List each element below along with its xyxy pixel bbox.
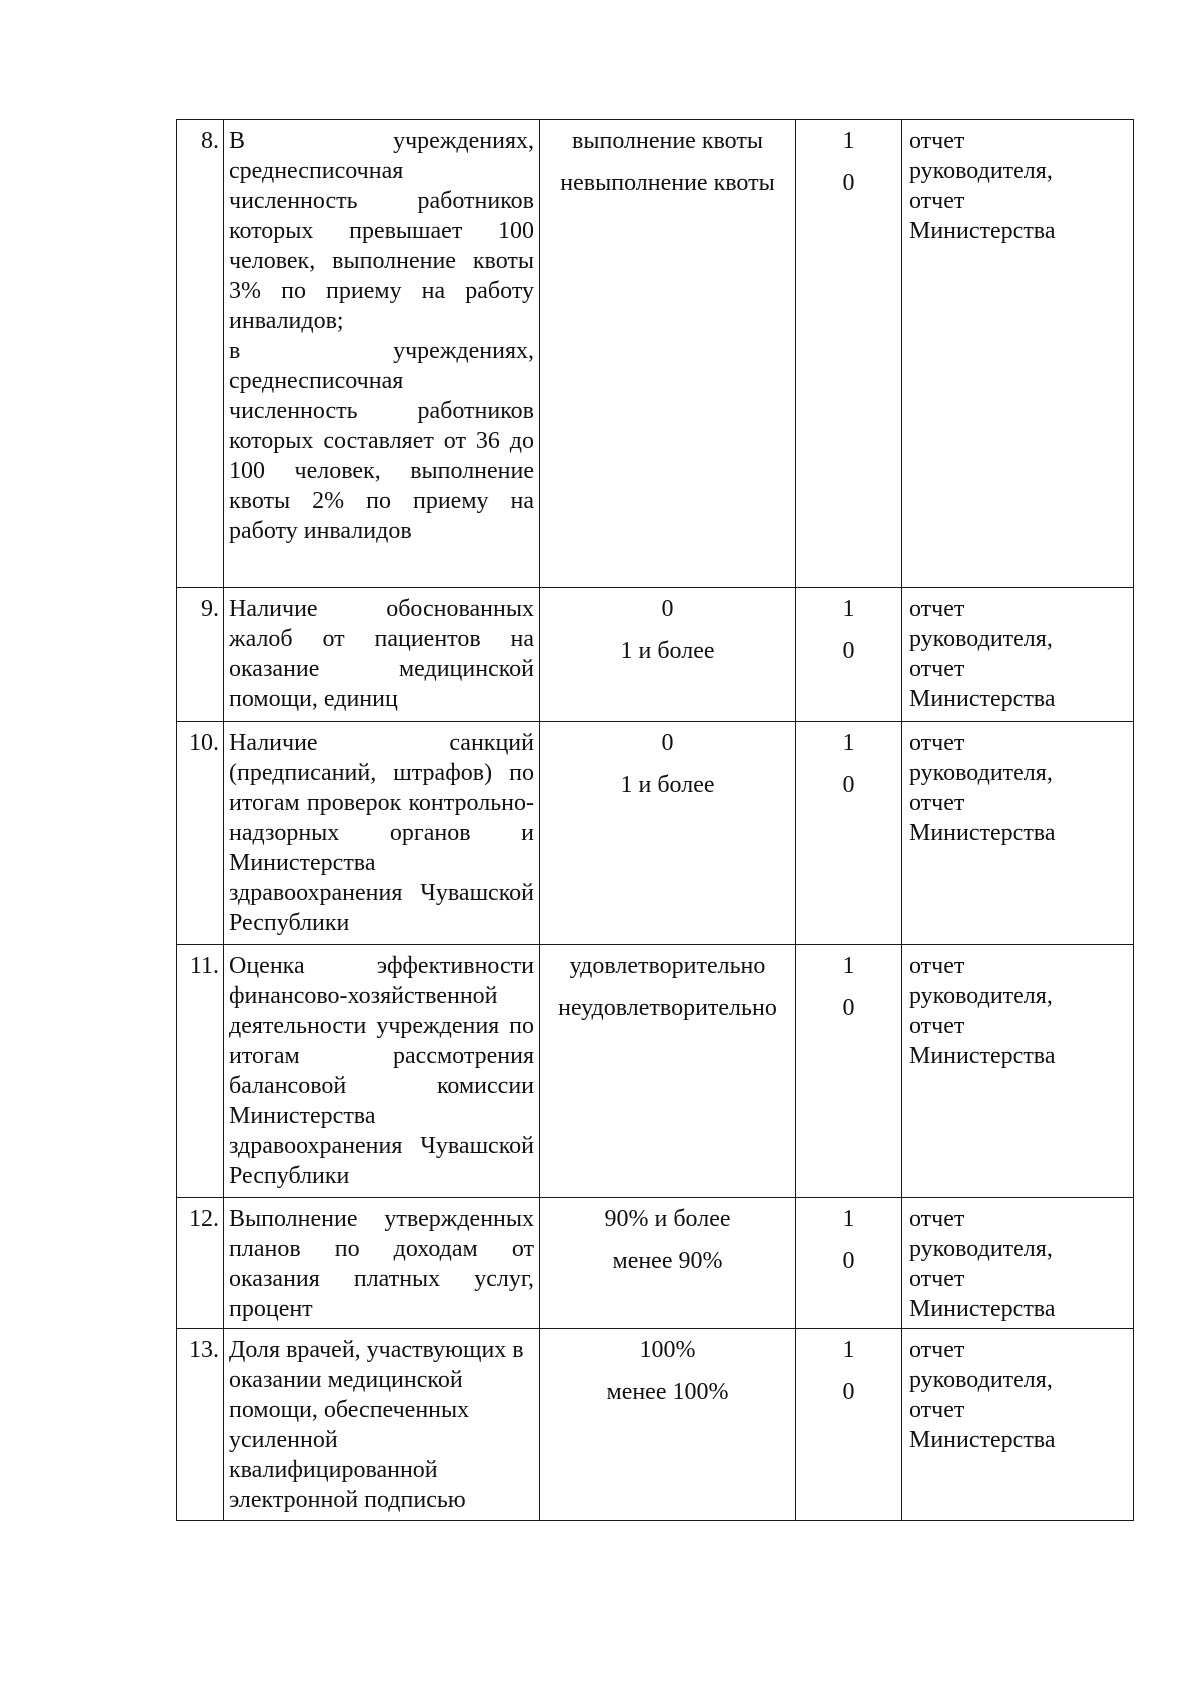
criterion-name — [224, 945, 540, 1198]
value-text: неудовлетворительно — [558, 995, 777, 1021]
source-text: Министерства — [909, 1296, 1056, 1322]
criterion-values — [540, 1198, 796, 1329]
source-text: отчет — [909, 730, 965, 756]
criterion-scores — [796, 1198, 902, 1329]
criterion-name — [224, 1329, 540, 1521]
table-row — [177, 588, 1134, 722]
score-text: 1 — [842, 128, 855, 154]
source-text: отчет — [909, 596, 965, 622]
criterion-text: Наличие обоснованных жалоб от пациентов на оказание медицинской помощи, единиц — [229, 596, 534, 712]
source-text: отчет — [909, 656, 965, 682]
source-text: отчет — [909, 1266, 965, 1292]
criterion-values — [540, 722, 796, 945]
criterion-source — [902, 588, 1134, 722]
criterion-scores — [796, 588, 902, 722]
source-text: отчет — [909, 1206, 965, 1232]
source-text: отчет — [909, 790, 965, 816]
value-text: 0 — [661, 730, 674, 756]
source-text: отчет — [909, 128, 965, 154]
table-row — [177, 722, 1134, 945]
criterion-scores — [796, 722, 902, 945]
value-text: менее 90% — [612, 1248, 723, 1274]
value-text: удовлетворительно — [569, 953, 766, 979]
table-row — [177, 1329, 1134, 1521]
source-text: Министерства — [909, 820, 1056, 846]
criterion-text: Оценка эффективности финансово-хозяйственной деятельности учреждения по итогам рассмотрения балансовой комиссии Министерства здравоохранения Чувашской Республики — [229, 953, 534, 1189]
criterion-values — [540, 120, 796, 588]
score-text: 0 — [842, 995, 855, 1021]
score-text: 0 — [842, 638, 855, 664]
source-text: руководителя, — [909, 983, 1053, 1009]
value-text: невыполнение квоты — [560, 170, 775, 196]
source-text: руководителя, — [909, 760, 1053, 786]
criterion-scores — [796, 1329, 902, 1521]
source-text: Министерства — [909, 1043, 1056, 1069]
row-number: 10. — [177, 722, 224, 945]
source-text: Министерства — [909, 218, 1056, 244]
score-text: 0 — [842, 1248, 855, 1274]
table-row — [177, 120, 1134, 588]
source-text: руководителя, — [909, 1236, 1053, 1262]
value-text: 1 и более — [620, 638, 715, 664]
value-text: менее 100% — [606, 1379, 729, 1405]
criterion-name — [224, 722, 540, 945]
row-number: 12. — [177, 1198, 224, 1329]
criterion-values — [540, 588, 796, 722]
source-text: руководителя, — [909, 1367, 1053, 1393]
value-text: 0 — [661, 596, 674, 622]
source-text: руководителя, — [909, 158, 1053, 184]
score-text: 0 — [842, 170, 855, 196]
criterion-name — [224, 1198, 540, 1329]
criterion-text: Выполнение утвержденных планов по доходам от оказания платных услуг, процент — [229, 1206, 534, 1322]
source-text: отчет — [909, 953, 965, 979]
score-text: 1 — [842, 1337, 855, 1363]
criterion-name — [224, 120, 540, 588]
score-text: 0 — [842, 772, 855, 798]
table-row — [177, 1198, 1134, 1329]
value-text: 1 и более — [620, 772, 715, 798]
score-text: 1 — [842, 953, 855, 979]
criterion-text: Доля врачей, участвующих в оказании медицинской помощи, обеспеченных усиленной квалифицированной электронной подписью — [229, 1337, 524, 1513]
table-row — [177, 945, 1134, 1198]
criterion-scores — [796, 945, 902, 1198]
score-text: 1 — [842, 596, 855, 622]
criterion-source — [902, 1329, 1134, 1521]
row-number: 11. — [177, 945, 224, 1198]
value-text: 90% и более — [604, 1206, 731, 1232]
criterion-source — [902, 1198, 1134, 1329]
criterion-source — [902, 722, 1134, 945]
criterion-source — [902, 120, 1134, 588]
criterion-values — [540, 1329, 796, 1521]
criterion-text: в учреждениях, среднесписочная численность работников которых составляет от 36 до 100 человек, выполнение квоты 2% по приему на работу инвалидов — [229, 338, 534, 544]
row-number: 9. — [177, 588, 224, 722]
source-text: отчет — [909, 1013, 965, 1039]
value-text: выполнение квоты — [572, 128, 763, 154]
source-text: руководителя, — [909, 626, 1053, 652]
score-text: 1 — [842, 1206, 855, 1232]
source-text: Министерства — [909, 1427, 1056, 1453]
criterion-values — [540, 945, 796, 1198]
source-text: Министерства — [909, 686, 1056, 712]
criterion-source — [902, 945, 1134, 1198]
source-text: отчет — [909, 1337, 965, 1363]
score-text: 0 — [842, 1379, 855, 1405]
row-number: 8. — [177, 120, 224, 588]
criterion-text: В учреждениях, среднесписочная численность работников которых превышает 100 человек, выполнение квоты 3% по приему на работу инвалидов; — [229, 128, 534, 334]
criteria-table — [176, 119, 1134, 1521]
source-text: отчет — [909, 1397, 965, 1423]
value-text: 100% — [639, 1337, 696, 1363]
criterion-scores — [796, 120, 902, 588]
source-text: отчет — [909, 188, 965, 214]
criterion-text: Наличие санкций (предписаний, штрафов) по итогам проверок контрольно-надзорных органов и Министерства здравоохранения Чувашской Республики — [229, 730, 534, 936]
criterion-name — [224, 588, 540, 722]
score-text: 1 — [842, 730, 855, 756]
row-number: 13. — [177, 1329, 224, 1521]
